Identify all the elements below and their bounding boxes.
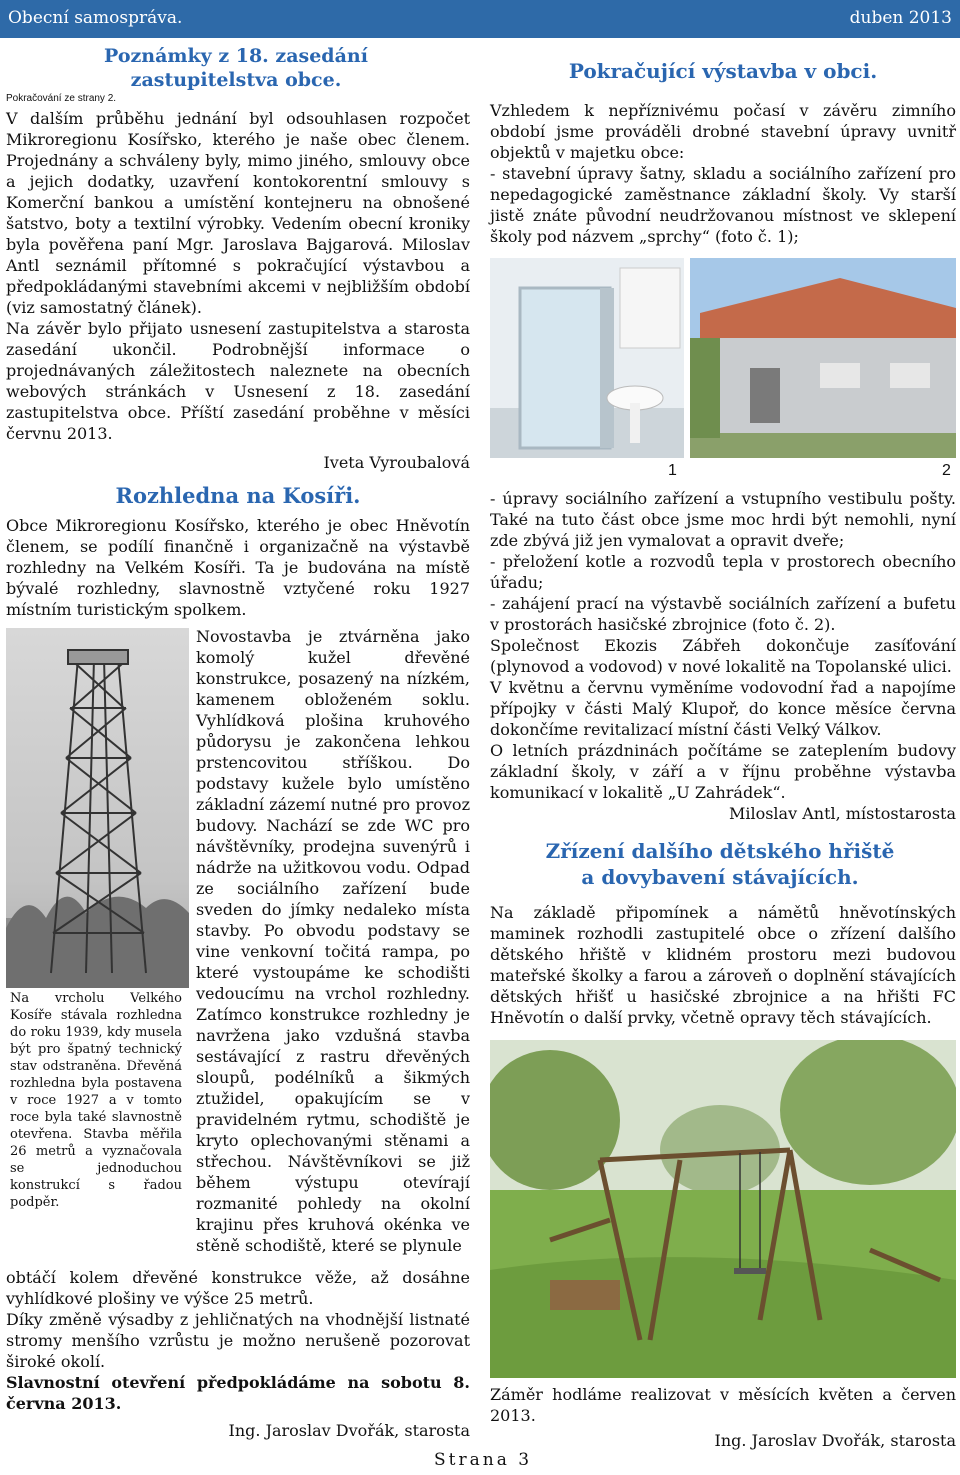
tower-photo xyxy=(6,628,189,988)
construction-item-2: - úpravy sociálního zařízení a vstupního vestibulu pošty. Také na tuto část obce jsme moc hrdi být nemohli, nyní zde zbývá již jen vymalovat a opravit dveře; xyxy=(490,489,956,550)
photo-2-firehouse xyxy=(690,258,956,458)
issue-date: duben 2013 xyxy=(849,8,952,28)
meeting-title: Poznámky z 18. zasedání zastupitelstva obce. xyxy=(104,45,368,91)
photo-1-number: 1 xyxy=(668,462,677,479)
construction-p2: Společnost Ekozis Zábřeh dokončuje zasíťování (plynovod a vodovod) v nové lokalitě na Topolanské ulici. xyxy=(490,636,956,676)
page-number: Strana 3 xyxy=(434,1450,533,1470)
construction-item-3: - přeložení kotle a rozvodů tepla v prostorech obecního úřadu; xyxy=(490,552,956,592)
tower-continuation-block xyxy=(6,1267,470,1441)
tower-caption: Na vrcholu Velkého Kosíře stávala rozhledna do roku 1939, kdy musela být pro špatný technický stav odstraněna. Dřevěná rozhledna byla postavena v roce 1927 a v tomto roce byla také slavnostně otevřena. Stavba měřila 26 metrů a vyznačovala se jednoduchou konstrukcí s řadou podpěr. xyxy=(10,991,182,1210)
construction-title: Pokračující výstavba v obci. xyxy=(568,59,878,83)
construction-author: Miloslav Antl, místostarosta xyxy=(728,804,956,823)
right-column-3 xyxy=(490,1384,956,1451)
meeting-body-2: Na závěr bylo přijato usnesení zastupitelstva a starosta zasedání ukončil. Podrobnější informace o projednávaných záležitostech naleznete na obecních webových stránkách v Usnesení z 18. zasedání zastupitelstva obce. Příští zasedání proběhne v měsíci červnu 2013. xyxy=(6,319,470,443)
page-header xyxy=(0,0,960,38)
construction-item-1: - stavební úpravy šatny, skladu a sociálního zařízení pro nepedagogické zaměstnance základní školy. Vy starší jistě znáte původní neudržovanou místnost ve sklepení školy pod názvem „sprchy“ (foto č. 1); xyxy=(490,164,956,246)
construction-p3: V květnu a červnu vyměníme vodovodní řad a napojíme přípojky v části Malý Klupoř, do konce měsíce června dokončíme revitalizací místní části Velký Válkov. xyxy=(490,678,956,739)
left-column xyxy=(6,44,470,620)
right-signature: Ing. Jaroslav Dvořák, starosta xyxy=(714,1431,956,1450)
meeting-body: V dalším průběhu jednání byl odsouhlasen rozpočet Mikroregionu Kosířsko, kterého je naše obec členem. Projednány a schváleny byly, mimo jiného, smlouvy obce a jejich dodatky, uzavření kontokorentní smlouvy s Komerční bankou a umístění kontejneru na obnošené šatstvo, boty a textilní výrobky. Vedením obecní kroniky byla pověřena paní Mgr. Jaroslava Bajgarová. Miloslav Antl seznámil přítomné s pokračující výstavbou a předpokládanými stavebními akcemi v nejbližším období (viz samostatný článek). xyxy=(6,109,470,317)
construction-p4: O letních prázdninách počítáme se zateplením budovy základní školy, v září a v říjnu proběhne výstavba komunikací v lokalitě „U Zahrádek“. xyxy=(490,741,956,802)
playground-text: Na základě připomínek a námětů hněvotínských maminek rozhodli zastupitelé obce o zřízení dalšího dětského hřiště v klidném prostoru mezi budovou mateřské školky a farou a zároveň o doplnění stávajících dětských hřišť u hasičské zbrojnice a na hřišti FC Hněvotín o další prvky, včetně opravy těch stávajících. xyxy=(490,903,956,1027)
opening-note: Slavnostní otevření předpokládáme na sobotu 8. června 2013. xyxy=(6,1373,470,1413)
tower-description: Novostavba je ztvárněna jako komolý kužel dřevěné konstrukce, posazený na nízkém, kamenem obloženém soklu. Vyhlídková plošina kruhového půdorysu je zakončena lehkou prstencovitou stříškou. Do podstavy kužele bylo umístěno základní zázemí nutné pro provoz budovy. Nachází se zde WC pro návštěvníky, prodejna suvenýrů i nádrže na užitkovou vodu. Odpad ze sociálního zařízení bude sveden do jímky nedaleko místa stavby. Po obvodu podstavy se vine venkovní točitá rampa, po které vystoupáme ke schodišti vedoucímu na vrchol rozhledny. Zatímco konstrukce rozhledny je navržena jako vzdušná stavba sestávající z rastru dřevěných sloupů, podélníků a šikmých ztužidel, opakujícím se v pravidelném rytmu, schodiště je kryto oplechovanými stěnami a střechou. Návštěvníkovi se již během výstupu otevírají rozmanité pohledy na okolní krajinu přes kruhová okénka ve stěně schodiště, které se plynule xyxy=(196,627,470,1255)
left-signature: Ing. Jaroslav Dvořák, starosta xyxy=(228,1421,470,1440)
photo-2-number: 2 xyxy=(942,462,951,479)
tower-continuation-2: Díky změně výsadby z jehličnatých na vhodnější listnaté stromy menšího vzrůstu je možno nerušeně pozorovat široké okolí. xyxy=(6,1310,470,1371)
section-label: Obecní samospráva. xyxy=(8,8,183,28)
tower-intro: Obce Mikroregionu Kosířsko, kterého je obec Hněvotín členem, se podílí finančně i organizačně na výstavbě rozhledny na Velkém Kosíři. Ta je budována na místě bývalé rozhledny, slavnostně vztyčené roku 1927 místním turistickým spolkem. xyxy=(6,516,470,619)
photo-1-bathroom xyxy=(490,258,684,458)
construction-intro: Vzhledem k nepříznivému počasí v závěru zimního období jsme prováděli drobné stavební úpravy uvnitř objektů v majetku obce: xyxy=(490,101,956,162)
meeting-author: Iveta Vyroubalová xyxy=(323,453,470,472)
tower-title: Rozhledna na Kosíři. xyxy=(115,483,361,508)
continued-note: Pokračování ze strany 2. xyxy=(6,93,117,104)
right-column xyxy=(490,58,956,247)
playground-plan: Záměr hodláme realizovat v měsících květen a červen 2013. xyxy=(490,1385,956,1425)
playground-title: Zřízení dalšího dětského hřiště a dovybavení stávajících. xyxy=(545,839,895,889)
right-column-2 xyxy=(490,488,956,1028)
construction-item-4: - zahájení prací na výstavbě sociálních zařízení a bufetu v prostorách hasičské zbrojnice (foto č. 2). xyxy=(490,594,956,634)
playground-photo xyxy=(490,1040,956,1378)
tower-drawing xyxy=(6,628,189,988)
tower-continuation: obtáčí kolem dřevěné konstrukce věže, až dosáhne vyhlídkové plošiny ve výšce 25 metrů. xyxy=(6,1268,470,1308)
